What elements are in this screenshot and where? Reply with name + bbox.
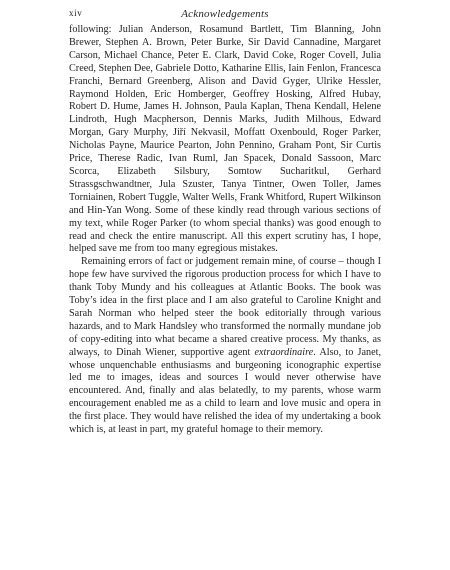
paragraph-thanks [69,256,381,437]
page-header [69,8,381,22]
paragraph-thanks-emphasis: extraordinaire [254,346,314,358]
paragraph-thanks-text-end: . Also, to Janet, whose unquenchable enthusiasms and burgeoning iconographic expertise led me to images, ideas and sources I would never otherwise have encountered. And, finally and alas belatedly, to my parents, whose warm encouragement enabled me as a child to learn and love music and opera in the first place. They would have relished the idea of my undertaking a book which is, at least in part, my grateful homage to their memory. [69,346,381,436]
paragraph-contributors: following: Julian Anderson, Rosamund Bartlett, Tim Blanning, John Brewer, Stephen A. Brown, Peter Burke, Sir David Cannadine, Margaret Carson, Michael Chance, Peter E. Clark, David Coke, Roger Covell, Julia Creed, Stephen Dee, Gabriele Dotto, Katharine Ellis, Iain Fenlon, Francesca Franchi, Bernard Greenberg, Alison and David Gyger, Ulrike Hessler, Raymond Holden, Eric Homberger, Geoffrey Hosking, Alfred Hubay, Robert D. Hume, James H. Johnson, Paula Kaplan, Thena Kendall, Helene Lindroth, Hugh Macpherson, Dennis Marks, Judith Milhous, Edward Morgan, Gary Murphy, Jiří Nekvasil, Moffatt Oxenbould, Roger Parker, Nicholas Payne, Maurice Pearton, John Pennino, Graham Pont, Sir Curtis Price, Therese Radic, Ivan Ruml, Jan Spacek, Donald Sassoon, Marc Scorca, Elizabeth Silsbury, Somtow Sucharitkul, Gerhard Strassgschwandtner, Jula Szuster, Tanya Tintner, Owen Toller, James Torniainen, Robert Tuggle, Walter Wells, Frank Whitford, Rupert Wilkinson and Hin-Yan Wong. Some of these kindly read through various sections of my text, while Roger Parker (to whom special thanks) was good enough to read and check the entire manuscript. All this expert scrutiny has, I hope, helped save me from too many egregious mistakes. [69,24,381,255]
acknowledgements-text [69,24,381,437]
running-head-title: Acknowledgements [181,8,269,20]
page-number: xiv [69,8,83,18]
paragraph-thanks-text-start: Remaining errors of fact or judgement remain mine, of course – though I hope few have survived the rigorous production process for which I have to thank Toby Mundy and his colleagues at Atlantic Books. The book was Toby’s idea in the first place and I am also grateful to Caroline Knight and Sarah Norman who helped steer the book editorially through various hazards, and to Mark Handsley who transformed the normally mundane job of copy-editing into what became a shared creative process. My thanks, as always, to Dinah Wiener, supportive agent [69,256,381,358]
